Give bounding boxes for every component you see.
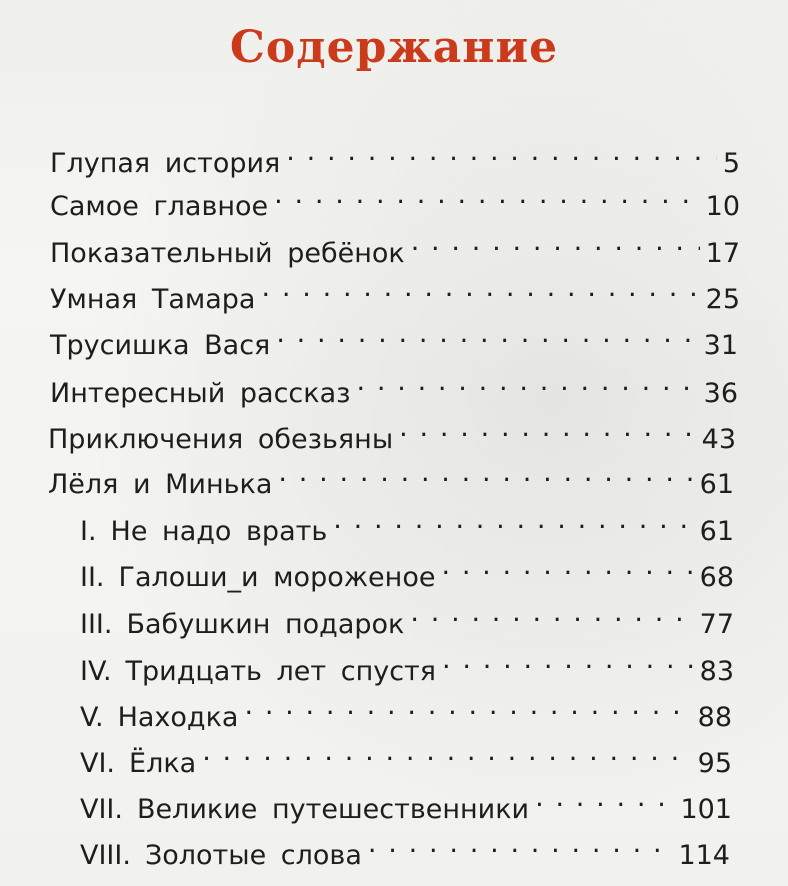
toc-subentry-page: 83 xyxy=(699,656,734,687)
toc-entry-page: 5 xyxy=(722,148,740,179)
chapter-numeral: V. xyxy=(80,702,104,733)
toc-subentry-page: 114 xyxy=(678,840,730,871)
page-title: Содержание xyxy=(229,22,559,73)
dot-leader xyxy=(202,732,691,772)
toc-subentry xyxy=(80,778,732,825)
dot-leader xyxy=(261,268,699,308)
toc-subentry-title: Великие путешественники xyxy=(136,794,530,825)
toc-entry-page: 61 xyxy=(699,469,734,500)
toc-entry-title: Лёля и Минька xyxy=(48,469,273,500)
dot-leader xyxy=(411,222,700,262)
toc-subentry-page: 77 xyxy=(699,609,734,640)
chapter-numeral: IV. xyxy=(80,656,112,687)
toc-subentry-page: 61 xyxy=(699,516,734,547)
toc-subentry xyxy=(80,500,734,547)
dot-leader xyxy=(399,408,696,448)
toc-subentry xyxy=(80,546,734,593)
toc-entry xyxy=(50,132,740,179)
dot-leader xyxy=(442,640,694,680)
toc-subentry-title: Не надо врать xyxy=(110,516,328,547)
toc-entry-title: Глупая история xyxy=(50,148,281,179)
toc-entry xyxy=(50,362,738,409)
toc-entry-title: Интересный рассказ xyxy=(50,378,351,409)
toc-subentry-title: Ёлка xyxy=(129,748,197,779)
toc-subentry xyxy=(80,686,732,733)
toc-entry-page: 43 xyxy=(701,424,736,455)
dot-leader xyxy=(278,453,693,493)
dot-leader xyxy=(535,778,674,818)
toc-entry xyxy=(50,268,740,315)
toc-entry xyxy=(50,222,740,269)
toc-entry-title: Приключения обезьяны xyxy=(48,424,394,455)
dot-leader xyxy=(333,500,693,540)
toc-entry xyxy=(50,175,740,222)
toc-subentry-page: 101 xyxy=(680,794,732,825)
toc-entry-page: 25 xyxy=(705,284,740,315)
toc-entry-title: Показательный ребёнок xyxy=(50,238,405,269)
toc-subentry-title: Золотые слова xyxy=(144,840,362,871)
chapter-numeral: VII. xyxy=(80,794,123,825)
toc-subentry xyxy=(80,593,734,640)
dot-leader xyxy=(274,175,699,215)
dot-leader xyxy=(441,546,693,586)
toc-subentry xyxy=(80,732,732,779)
chapter-numeral: II. xyxy=(80,562,105,593)
toc-subentry xyxy=(80,640,734,687)
dot-leader xyxy=(410,593,693,633)
dot-leader xyxy=(368,824,673,864)
toc-subentry-title: Тридцать лет спустя xyxy=(125,656,437,687)
dot-leader xyxy=(286,132,717,172)
toc-entry-page: 31 xyxy=(703,330,738,361)
toc-subentry-page: 68 xyxy=(699,562,734,593)
toc-entry-page: 17 xyxy=(705,238,740,269)
toc-entry-page: 36 xyxy=(703,378,738,409)
toc-subentry-page: 95 xyxy=(697,748,732,779)
dot-leader xyxy=(276,314,697,354)
dot-leader xyxy=(356,362,697,402)
toc-entry-page: 10 xyxy=(705,191,740,222)
toc-entry-title: Умная Тамара xyxy=(50,284,256,315)
toc-entry xyxy=(48,453,734,500)
toc-subentry-title: Находка xyxy=(117,702,239,733)
chapter-numeral: VI. xyxy=(80,748,116,779)
chapter-numeral: I. xyxy=(80,516,97,547)
dot-leader xyxy=(244,686,691,726)
toc-subentry xyxy=(80,824,730,871)
toc-entry-title: Трусишка Вася xyxy=(50,330,271,361)
toc-entry-title: Самое главное xyxy=(50,191,269,222)
chapter-numeral: VIII. xyxy=(80,840,131,871)
toc-entry xyxy=(48,408,736,455)
toc-subentry-title: Галоши_и мороженое xyxy=(118,562,436,593)
toc-entry xyxy=(50,314,738,361)
chapter-numeral: III. xyxy=(80,609,113,640)
toc-subentry-title: Бабушкин подарок xyxy=(126,609,405,640)
toc-subentry-page: 88 xyxy=(697,702,732,733)
